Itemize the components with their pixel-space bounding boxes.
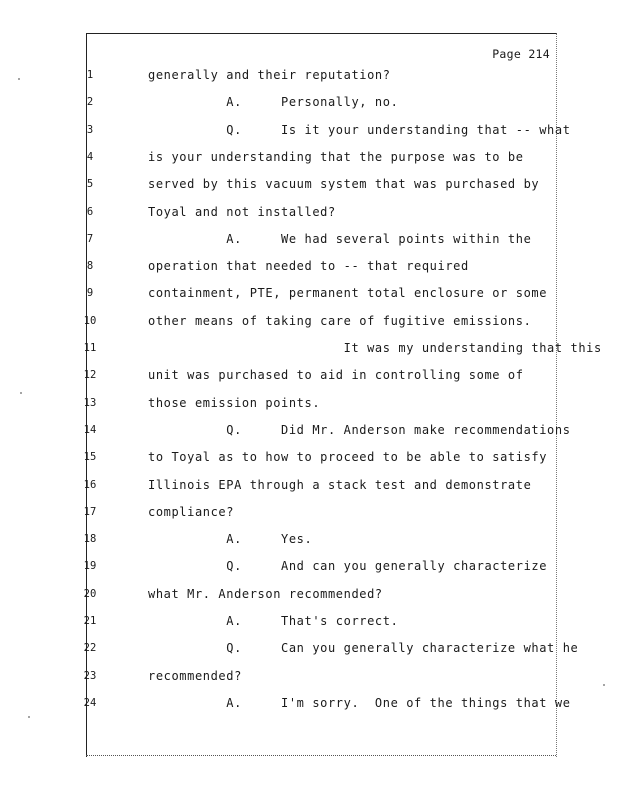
scan-speck — [28, 716, 30, 718]
line-number: 4 — [86, 151, 94, 163]
line-number: 21 — [83, 615, 97, 627]
line-number: 9 — [86, 287, 94, 299]
line-number: 12 — [83, 369, 97, 381]
scan-speck — [603, 684, 605, 686]
line-number: 14 — [83, 424, 97, 436]
line-number: 1 — [86, 69, 94, 81]
line-number: 15 — [83, 451, 97, 463]
line-number: 13 — [83, 397, 97, 409]
transcript-line: Q. And can you generally characterize — [148, 559, 548, 573]
transcript-line: A. I'm sorry. One of the things that we — [148, 696, 571, 710]
transcript-line: A. Personally, no. — [148, 95, 399, 109]
transcript-line: is your understanding that the purpose was to be — [148, 150, 524, 164]
transcript-line: Q. Did Mr. Anderson make recommendations — [148, 423, 571, 437]
page-number: Page 214 — [492, 47, 550, 61]
transcript-line: served by this vacuum system that was purchased by — [148, 177, 540, 191]
transcript-line: Illinois EPA through a stack test and demonstrate — [148, 478, 532, 492]
transcript-line: generally and their reputation? — [148, 68, 391, 82]
line-number: 23 — [83, 670, 97, 682]
transcript-line: Q. Can you generally characterize what he — [148, 641, 579, 655]
transcript-line: other means of taking care of fugitive emissions. — [148, 314, 532, 328]
line-number: 18 — [83, 533, 97, 545]
line-number: 22 — [83, 642, 97, 654]
line-number: 3 — [86, 124, 94, 136]
transcript-line: operation that needed to -- that required — [148, 259, 469, 273]
transcript-line: A. Yes. — [148, 532, 313, 546]
transcript-line: recommended? — [148, 669, 242, 683]
line-number: 20 — [83, 588, 97, 600]
scan-speck — [20, 392, 22, 394]
page-bottom-edge — [86, 755, 556, 756]
line-number: 8 — [86, 260, 94, 272]
line-number: 5 — [86, 178, 94, 190]
line-number: 17 — [83, 506, 97, 518]
transcript-line: It was my understanding that this — [148, 341, 602, 355]
transcript-line: to Toyal as to how to proceed to be able to satisfy — [148, 450, 548, 464]
transcript-line: unit was purchased to aid in controlling some of — [148, 368, 524, 382]
transcript-line: what Mr. Anderson recommended? — [148, 587, 383, 601]
line-number: 2 — [86, 96, 94, 108]
line-number: 7 — [86, 233, 94, 245]
transcript-line: A. We had several points within the — [148, 232, 532, 246]
line-number: 24 — [83, 697, 97, 709]
transcript-line: Q. Is it your understanding that -- what — [148, 123, 571, 137]
line-number: 11 — [83, 342, 97, 354]
line-number: 6 — [86, 206, 94, 218]
transcript-line: compliance? — [148, 505, 235, 519]
transcript-line: Toyal and not installed? — [148, 205, 336, 219]
transcript-line: A. That's correct. — [148, 614, 399, 628]
line-number: 16 — [83, 479, 97, 491]
transcript-line: containment, PTE, permanent total enclosure or some — [148, 286, 548, 300]
scan-speck — [18, 78, 20, 80]
line-number: 19 — [83, 560, 97, 572]
line-number: 10 — [83, 315, 97, 327]
transcript-line: those emission points. — [148, 396, 321, 410]
